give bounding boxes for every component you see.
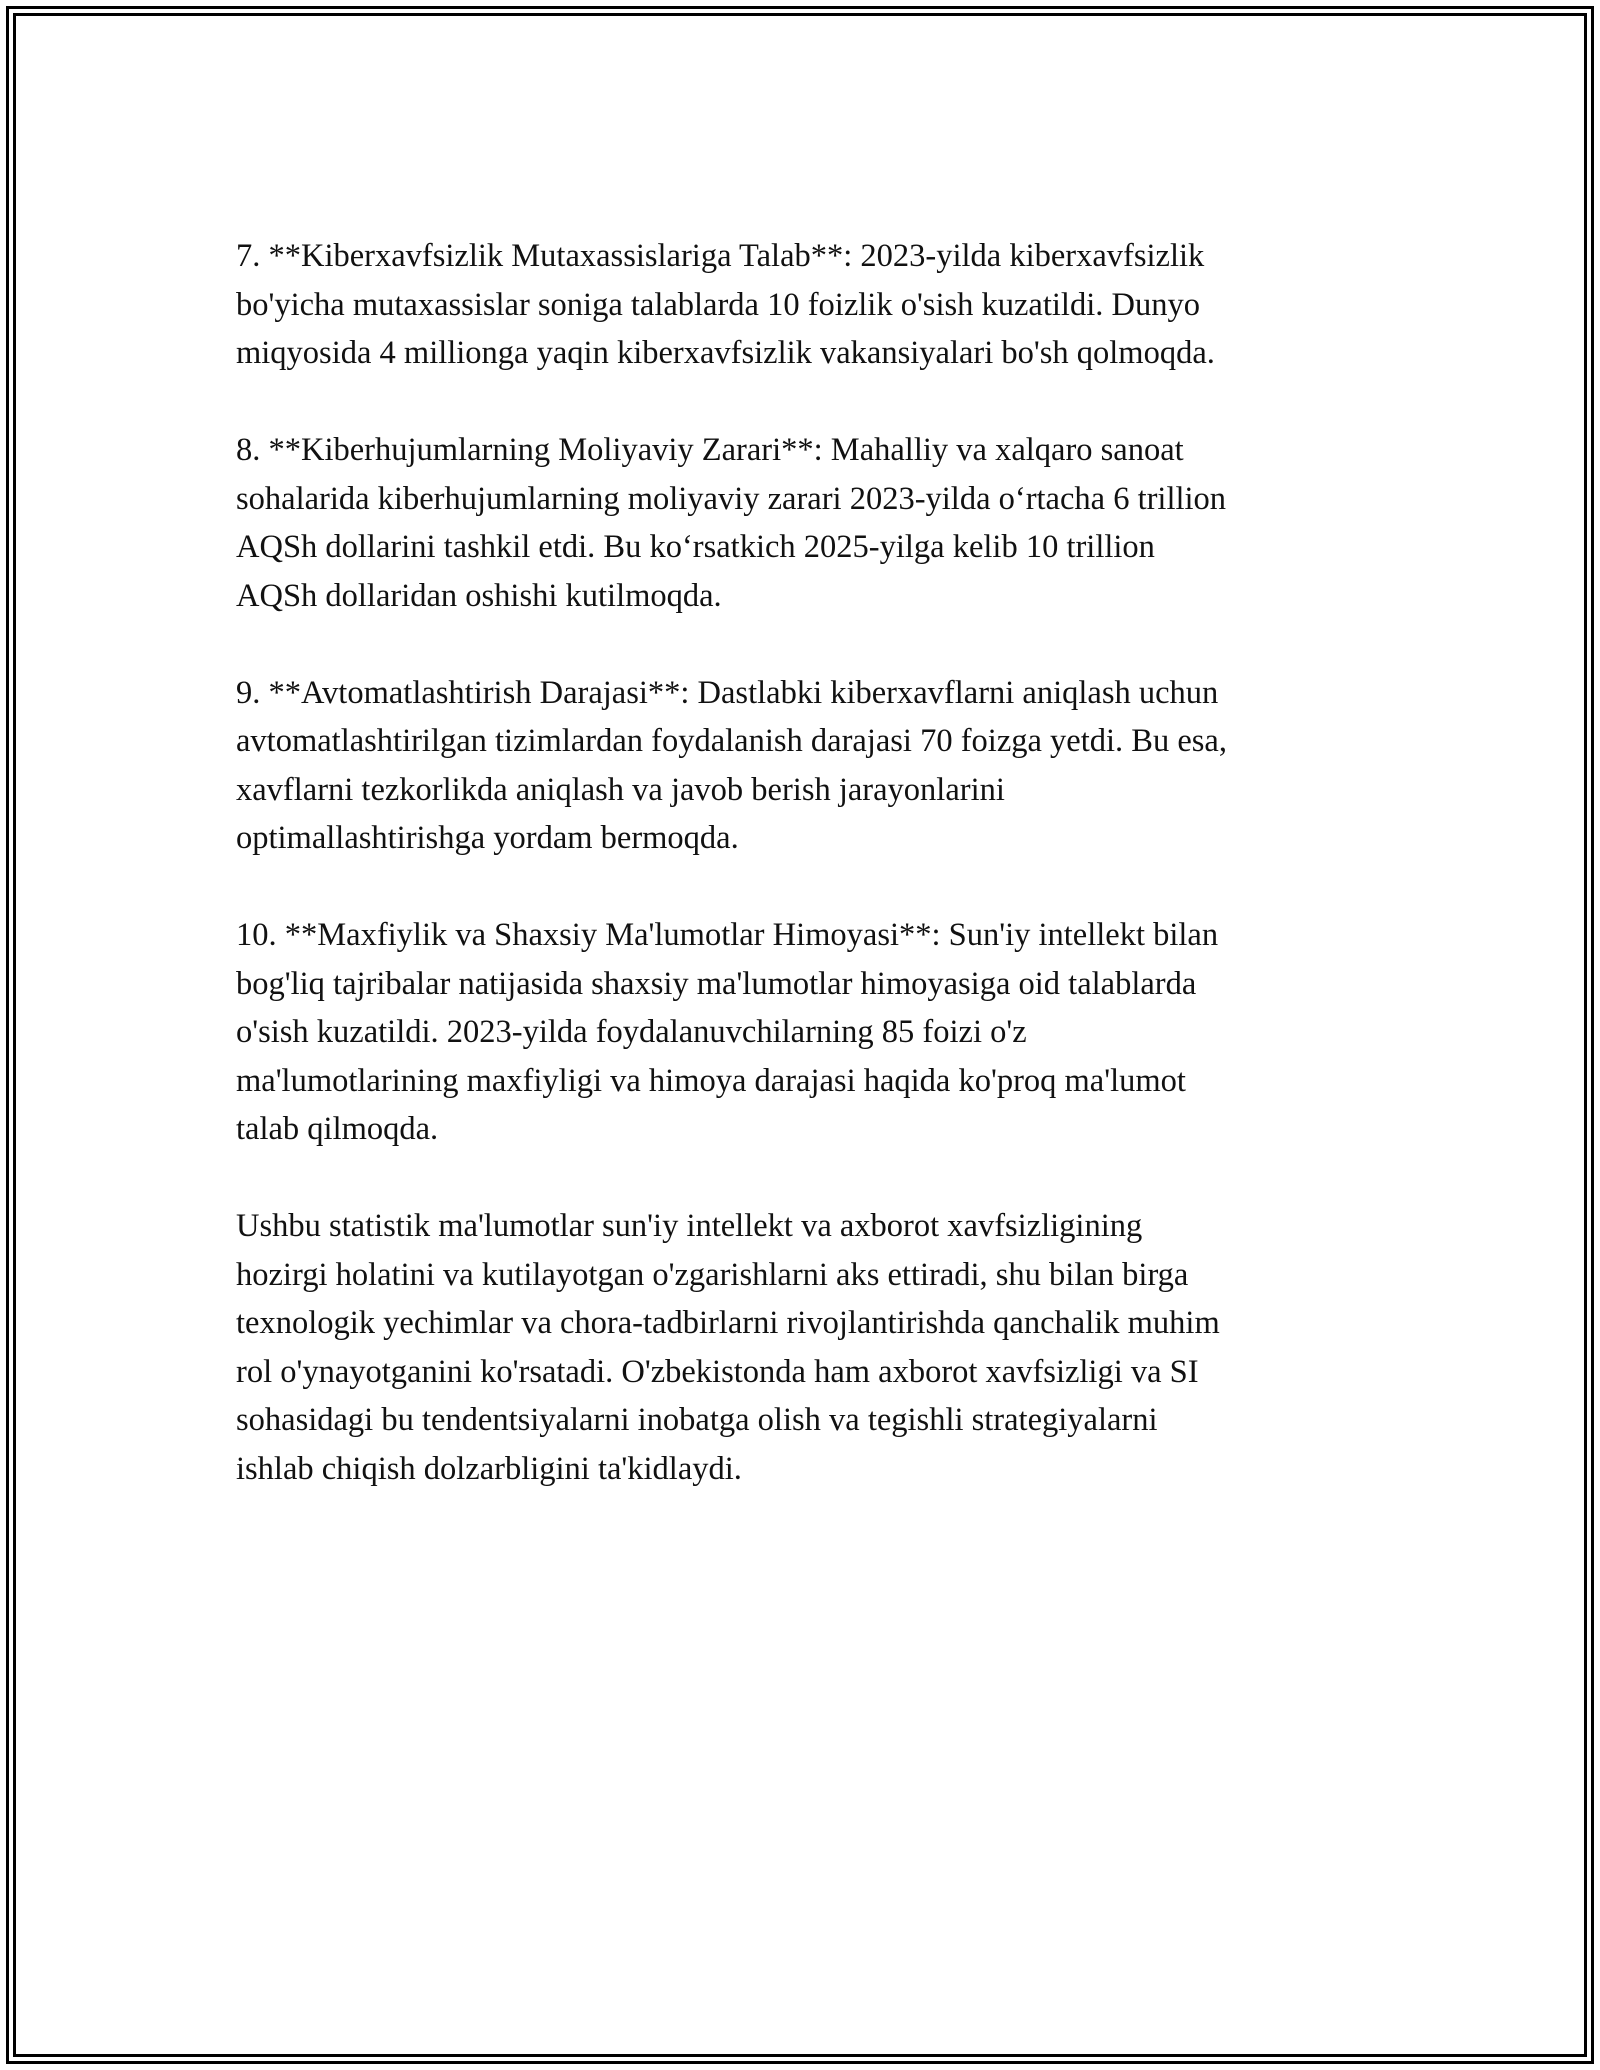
- paragraph-cybersecurity-demand: [236, 232, 1366, 378]
- text-line: ishlab chiqish dolzarbligini ta'kidlaydi.: [236, 1450, 742, 1487]
- text-line: Ushbu statistik ma'lumotlar sun'iy intellekt va axborot xavfsizligining: [236, 1208, 1143, 1244]
- document-body: [236, 232, 1366, 1542]
- text-line: 10. **Maxfiylik va Shaxsiy Ma'lumotlar Himoyasi**: Sun'iy intellekt bilan: [236, 917, 1219, 953]
- text-line: optimallashtirishga yordam bermoqda.: [236, 820, 739, 856]
- text-line: rol o'ynayotganini ko'rsatadi. O'zbekistonda ham axborot xavfsizligi va SI: [236, 1353, 1199, 1390]
- text-line: AQSh dollarini tashkil etdi. Bu koʻrsatkich 2025-yilga kelib 10 trillion: [236, 529, 1155, 565]
- text-line: sohalarida kiberhujumlarning moliyaviy zarari 2023-yilda oʻrtacha 6 trillion: [236, 480, 1227, 517]
- text-line: bo'yicha mutaxassislar soniga talablarda 10 foizlik o'sish kuzatildi. Dunyo: [236, 286, 1200, 323]
- text-line: avtomatlashtirilgan tizimlardan foydalanish darajasi 70 foizga yetdi. Bu esa,: [236, 723, 1227, 759]
- text-line: 7. **Kiberxavfsizlik Mutaxassislariga Talab**: 2023-yilda kiberxavfsizlik: [236, 238, 1205, 274]
- text-line: talab qilmoqda.: [236, 1111, 439, 1147]
- paragraph-financial-damage: [236, 426, 1366, 620]
- text-line: 8. **Kiberhujumlarning Moliyaviy Zarari**: Mahalliy va xalqaro sanoat: [236, 432, 1184, 468]
- paragraph-automation-level: [236, 669, 1366, 863]
- text-line: xavflarni tezkorlikda aniqlash va javob berish jarayonlarini: [236, 771, 1005, 808]
- text-line: bog'liq tajribalar natijasida shaxsiy ma'lumotlar himoyasiga oid talablarda: [236, 965, 1197, 1002]
- text-line: ma'lumotlarining maxfiyligi va himoya darajasi haqida ko'proq ma'lumot: [236, 1062, 1186, 1099]
- text-line: texnologik yechimlar va chora-tadbirlarni rivojlantirishda qanchalik muhim: [236, 1305, 1220, 1341]
- text-line: o'sish kuzatildi. 2023-yilda foydalanuvchilarning 85 foizi o'z: [236, 1014, 1027, 1050]
- paragraph-conclusion: [236, 1202, 1366, 1493]
- text-line: AQSh dollaridan oshishi kutilmoqda.: [236, 577, 722, 614]
- text-line: sohasidagi bu tendentsiyalarni inobatga olish va tegishli strategiyalarni: [236, 1402, 1158, 1438]
- text-line: hozirgi holatini va kutilayotgan o'zgarishlarni aks ettiradi, shu bilan birga: [236, 1256, 1189, 1293]
- text-line: miqyosida 4 millionga yaqin kiberxavfsizlik vakansiyalari bo'sh qolmoqda.: [236, 335, 1215, 371]
- paragraph-privacy-protection: [236, 911, 1366, 1154]
- text-line: 9. **Avtomatlashtirish Darajasi**: Dastlabki kiberxavflarni aniqlash uchun: [236, 674, 1219, 711]
